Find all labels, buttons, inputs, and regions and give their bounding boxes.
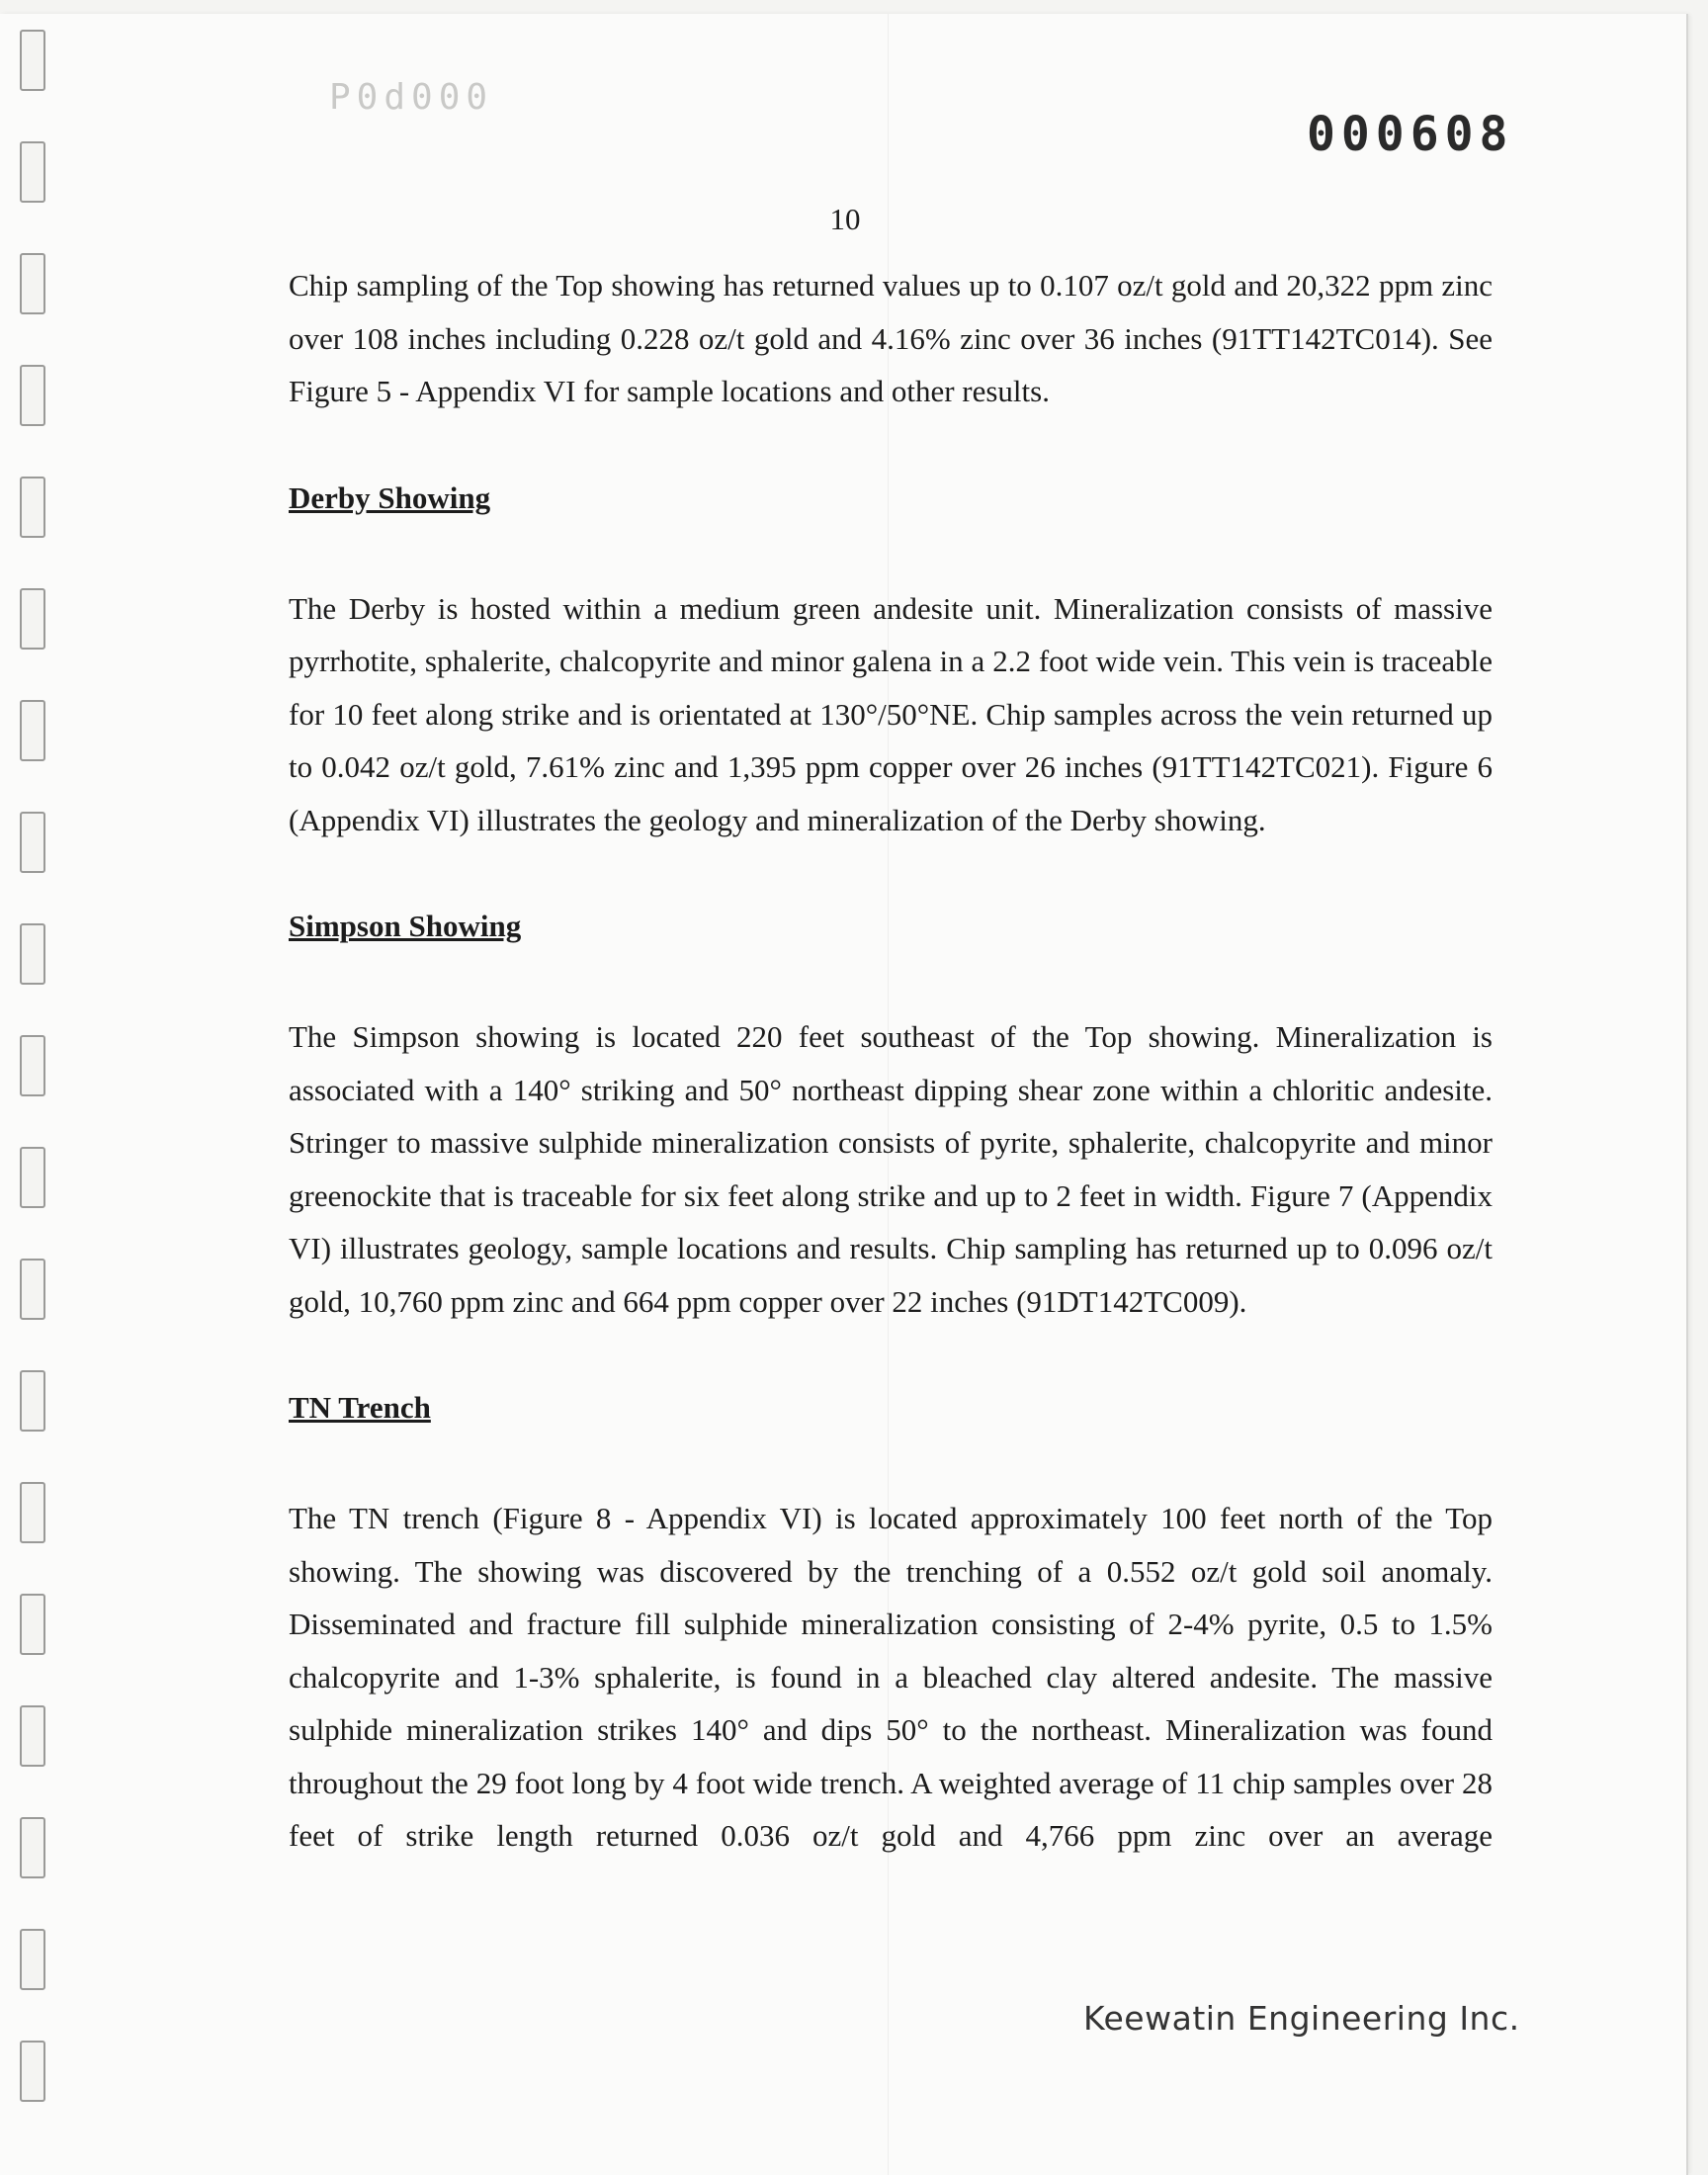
document-number-stamp: 000608 bbox=[1307, 107, 1514, 162]
punch-hole bbox=[20, 2041, 45, 2102]
punch-hole bbox=[20, 1705, 45, 1767]
punch-hole bbox=[20, 1035, 45, 1096]
punch-hole bbox=[20, 700, 45, 761]
section-heading-tn-trench: TN Trench bbox=[289, 1390, 431, 1425]
punch-hole bbox=[20, 923, 45, 985]
derby-paragraph: The Derby is hosted within a medium green andesite unit. Mineralization consists of massive pyrrhotite, sphalerite, chalcopyrite and minor galena in a 2.2 foot wide vein. This vein is traceable for 10 feet along strike and is orientated at 130°/50°NE. Chip samples across the vein returned up to 0.042 oz/t gold, 7.61% zinc and 1,395 ppm copper over 26 inches (91TT142TC021). Figure 6 (Appendix VI) illustrates the geology and mineralization of the Derby showing. bbox=[289, 590, 1493, 837]
section-heading-simpson: Simpson Showing bbox=[289, 909, 522, 943]
intro-paragraph: Chip sampling of the Top showing has returned values up to 0.107 oz/t gold and 20,322 ppm zinc over 108 inches including 0.228 oz/t gold and 4.16% zinc over 36 inches (91TT142TC014). See Figure 5 - Appendix VI for sample locations and other results. bbox=[289, 268, 1493, 408]
section-heading-derby: Derby Showing bbox=[289, 479, 491, 515]
punch-hole bbox=[20, 477, 45, 538]
punch-hole bbox=[20, 812, 45, 873]
page-number: 10 bbox=[829, 202, 861, 236]
punch-hole bbox=[20, 365, 45, 426]
punch-hole bbox=[20, 30, 45, 91]
punch-hole bbox=[20, 141, 45, 203]
punch-hole bbox=[20, 1929, 45, 1990]
tn-trench-paragraph: The TN trench (Figure 8 - Appendix VI) is located approximately 100 feet north of the Top showing. The showing was discovered by the trenching of a 0.552 oz/t gold soil anomaly. Disseminated and fracture fill sulphide mineralization consisting of 2-4% pyrite, 0.5 to 1.5% chalcopyrite and 1-3% sphalerite, is found in a bleached clay altered andesite. The massive sulphide mineralization strikes 140° and dips 50° to the northeast. Mineralization was found throughout the 29 foot long by 4 foot wide trench. A weighted average of 11 chip samples over 28 feet of strike length returned 0.036 oz/t gold and 4,766 ppm zinc over an average bbox=[289, 1501, 1493, 1853]
punch-hole-strip bbox=[18, 30, 47, 2145]
faint-stamp: P0d000 bbox=[329, 77, 494, 118]
punch-hole bbox=[20, 1370, 45, 1432]
punch-hole bbox=[20, 588, 45, 650]
punch-hole bbox=[20, 253, 45, 314]
punch-hole bbox=[20, 1482, 45, 1543]
page-body bbox=[289, 259, 1493, 1863]
punch-hole bbox=[20, 1259, 45, 1320]
punch-hole bbox=[20, 1147, 45, 1208]
punch-hole bbox=[20, 1594, 45, 1655]
simpson-paragraph: The Simpson showing is located 220 feet southeast of the Top showing. Mineralization is associated with a 140° striking and 50° northeast dipping shear zone within a chloritic andesite. Stringer to massive sulphide mineralization consists of pyrite, sphalerite, chalcopyrite and minor greenockite that is traceable for six feet along strike and up to 2 feet in width. Figure 7 (Appendix VI) illustrates geology, sample locations and results. Chip sampling has returned up to 0.096 oz/t gold, 10,760 ppm zinc and 664 ppm copper over 22 inches (91DT142TC009). bbox=[289, 1019, 1493, 1319]
punch-hole bbox=[20, 1817, 45, 1878]
company-footer: Keewatin Engineering Inc. bbox=[1083, 1999, 1520, 2038]
